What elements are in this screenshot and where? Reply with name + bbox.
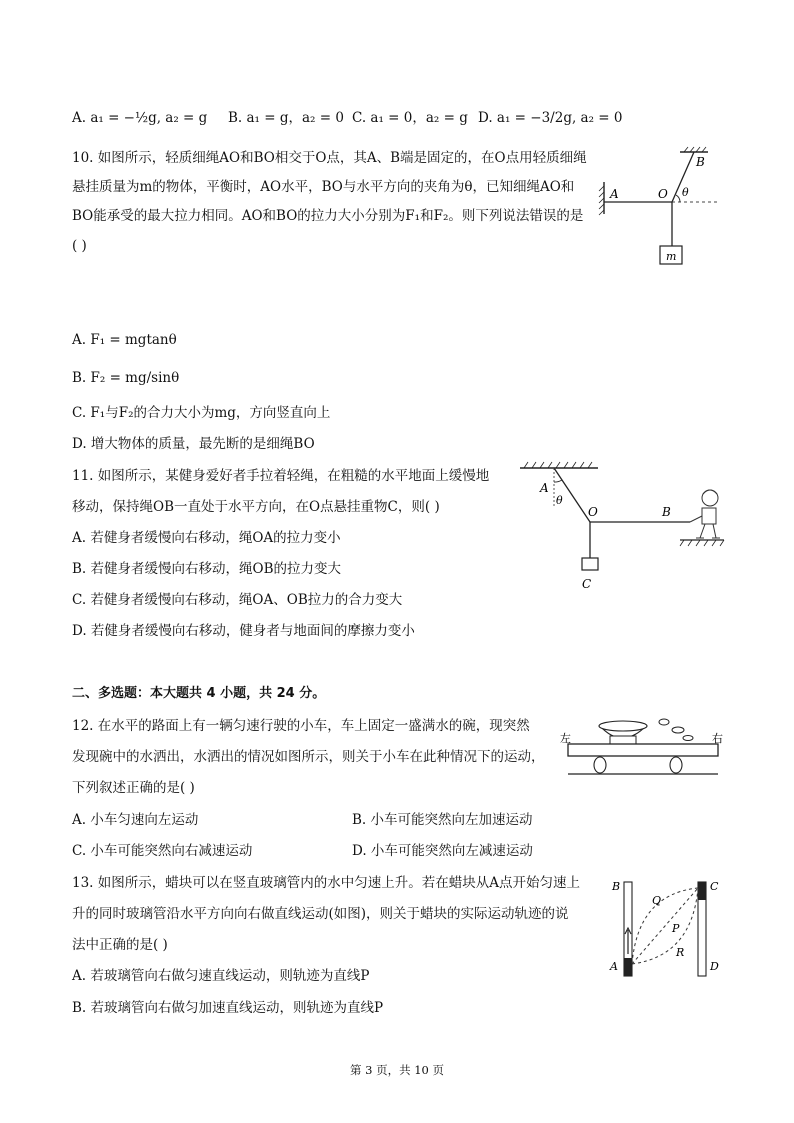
page-footer: 第 3 页，共 10 页 — [349, 1063, 445, 1077]
q12-option: B. 小车可能突然向左加速运动 — [352, 812, 533, 828]
label-b: B — [696, 155, 705, 169]
label-m: m — [666, 250, 677, 263]
q11-option: A. 若健身者缓慢向右移动，绳OA的拉力变小 — [72, 530, 341, 546]
wax-block-right — [698, 882, 706, 900]
label-p: P — [672, 922, 680, 935]
ceiling-hatch — [524, 462, 592, 468]
label-b: B — [662, 505, 671, 519]
q12-figure — [560, 710, 728, 778]
q12-option: A. 小车匀速向左运动 — [72, 812, 199, 828]
q12-stem-line: 发现碗中的水洒出，水洒出的情况如图所示，则关于小车在此种情况下的运动， — [72, 749, 545, 765]
q12-option: D. 小车可能突然向左减速运动 — [352, 843, 533, 859]
q10-option: D. 增大物体的质量，最先断的是细绳BO — [72, 436, 315, 452]
q9-option-c: C. a₁ = 0，a₂ = g — [352, 110, 468, 126]
q9-option-d: D. a₁ = −3/2g, a₂ = 0 — [478, 110, 623, 126]
angle-arc — [676, 195, 680, 202]
q9-option-a: A. a₁ = −½g, a₂ = g — [72, 110, 208, 126]
q13-figure — [608, 874, 726, 986]
label-o: O — [588, 505, 598, 519]
wax-block-left — [624, 958, 632, 976]
water-drop — [672, 727, 684, 733]
label-a: A — [540, 481, 549, 495]
bowl-base — [610, 736, 636, 744]
q12-option: C. 小车可能突然向右减速运动 — [72, 843, 253, 859]
q12-stem-line: 下列叙述正确的是( ) — [72, 780, 195, 796]
section-heading: 二、多选题：本大题共 4 小题，共 24 分。 — [72, 686, 326, 701]
q10-stem-line: BO能承受的最大拉力相同。AO和BO的拉力大小分别为F₁和F₂。则下列说法错误的是 — [72, 208, 584, 224]
q12-stem-line: 12. 在水平的路面上有一辆匀速行驶的小车，车上固定一盛满水的碗，现突然 — [72, 718, 530, 734]
q10-figure — [596, 142, 722, 266]
label-a: A — [610, 187, 619, 201]
label-o: O — [658, 187, 668, 201]
water-drop — [659, 719, 669, 725]
q13-stem-line: 13. 如图所示，蜡块可以在竖直玻璃管内的水中匀速上升。若在蜡块从A点开始匀速上 — [72, 875, 581, 891]
label-c: C — [582, 577, 592, 591]
q13-option: A. 若玻璃管向右做匀速直线运动，则轨迹为直线P — [72, 968, 370, 984]
weight-c — [582, 558, 598, 570]
label-b: B — [612, 880, 621, 893]
bowl-rim — [599, 721, 647, 731]
q13-stem-line: 升的同时玻璃管沿水平方向向右做直线运动(如图)，则关于蜡块的实际运动轨迹的说 — [72, 906, 569, 922]
wheel — [594, 757, 606, 773]
q13-stem-line: 法中正确的是( ) — [72, 937, 168, 953]
q10-stem-line: 10. 如图所示，轻质细绳AO和BO相交于O点，其A、B端是固定的，在O点用轻质细绳 — [72, 150, 587, 166]
angle-arc — [554, 480, 562, 482]
q11-stem-line: 11. 如图所示，某健身爱好者手拉着轻绳，在粗糙的水平地面上缓慢地 — [72, 468, 490, 484]
label-left: 左 — [560, 732, 571, 745]
q10-option: B. F₂ = mg/sinθ — [72, 370, 180, 386]
q11-stem-line: 移动，保持绳OB一直处于水平方向，在O点悬挂重物C，则( ) — [72, 499, 440, 515]
q11-figure — [514, 458, 726, 598]
label-a: A — [610, 960, 618, 973]
q11-option: D. 若健身者缓慢向右移动，健身者与地面间的摩擦力变小 — [72, 623, 415, 639]
label-r: R — [676, 946, 685, 959]
water-drop — [683, 736, 693, 741]
path-p — [632, 888, 698, 964]
cart-body — [568, 744, 718, 756]
q13-option: B. 若玻璃管向右做匀加速直线运动，则轨迹为直线P — [72, 1000, 384, 1016]
label-q: Q — [652, 894, 662, 907]
q10-stem-line: 悬挂质量为m的物体，平衡时，AO水平，BO与水平方向的夹角为θ，已知细绳AO和 — [72, 179, 575, 195]
label-right: 右 — [712, 732, 723, 745]
q11-option: B. 若健身者缓慢向右移动，绳OB的拉力变大 — [72, 561, 341, 577]
wheel — [670, 757, 682, 773]
label-c: C — [710, 880, 719, 893]
q11-option: C. 若健身者缓慢向右移动，绳OA、OB拉力的合力变大 — [72, 592, 403, 608]
person-icon — [690, 490, 720, 538]
q9-option-b: B. a₁ = g，a₂ = 0 — [228, 110, 344, 126]
q10-option: C. F₁与F₂的合力大小为mg，方向竖直向上 — [72, 405, 331, 421]
ceiling-hatch — [684, 147, 706, 152]
label-d: D — [710, 960, 719, 973]
q10-stem-line: ( ) — [72, 238, 87, 254]
wall-hatch — [599, 186, 604, 215]
ground-hatch — [680, 540, 724, 546]
q10-option: A. F₁ = mgtanθ — [72, 332, 177, 348]
label-theta: θ — [556, 494, 563, 507]
label-theta: θ — [682, 186, 689, 199]
